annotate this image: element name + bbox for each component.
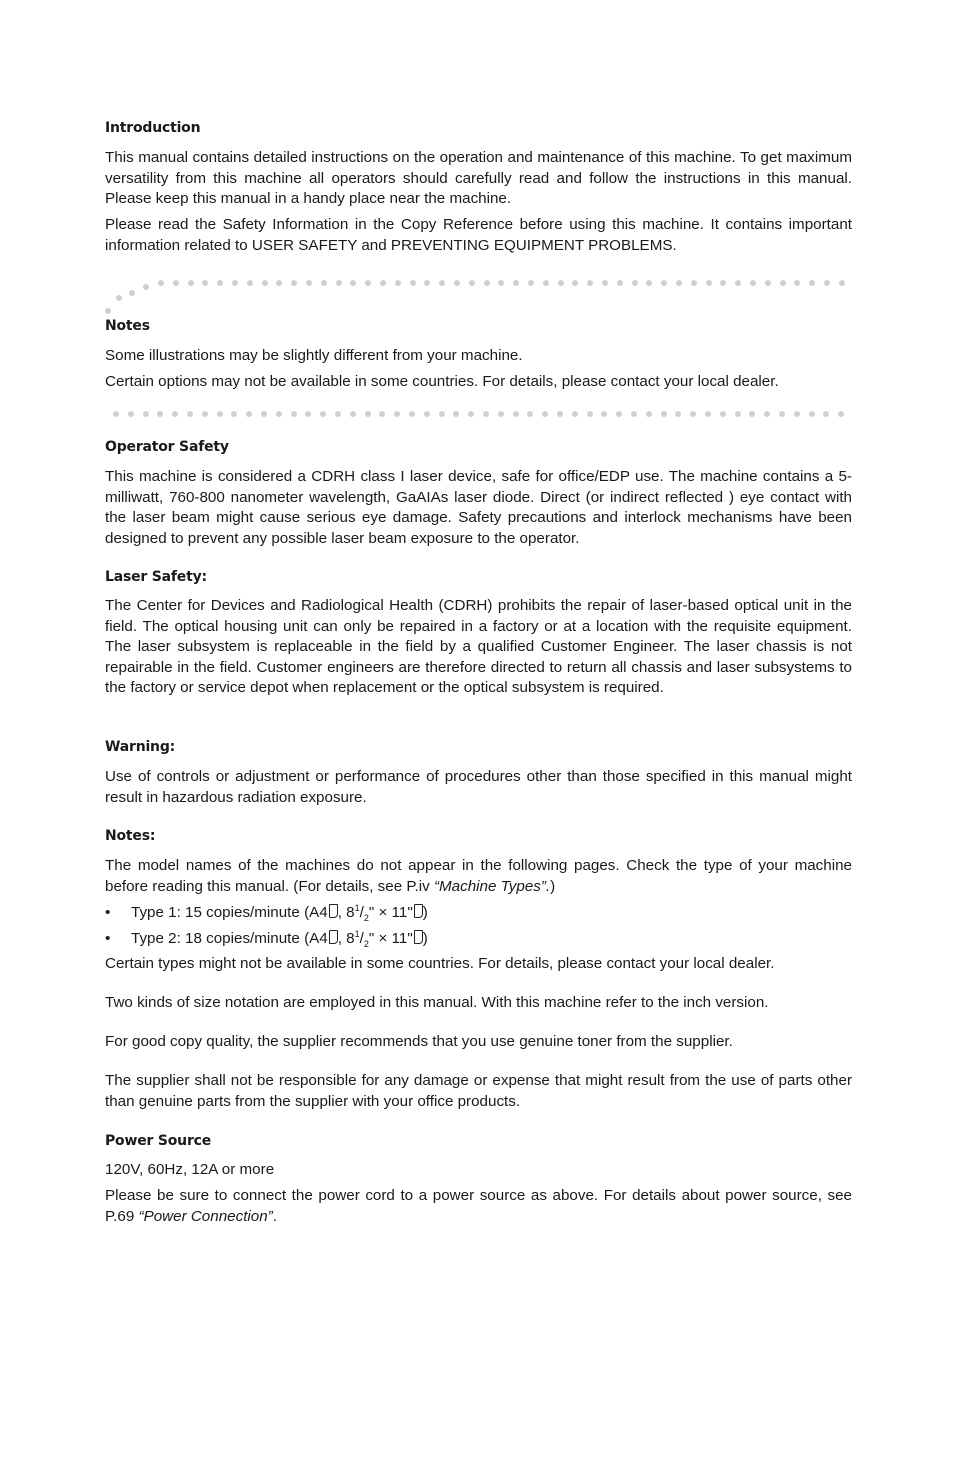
dot — [616, 411, 622, 417]
dot — [365, 411, 371, 417]
dot — [484, 280, 490, 286]
dot — [675, 411, 681, 417]
supplier-liability-paragraph: The supplier shall not be responsible for any damage or expense that might result from the use of parts other than genuine parts from the supplier with your office products. — [105, 1072, 852, 1110]
dot — [542, 411, 548, 417]
dot — [453, 411, 459, 417]
dot — [764, 411, 770, 417]
paper-orientation-icon — [414, 904, 423, 918]
introduction-heading: Introduction — [105, 120, 201, 136]
bullet-item-type-1: • Type 1: 15 copies/minute (A4 , $8^1/_2$" × 11" ) — [105, 902, 428, 924]
dot — [572, 280, 578, 286]
dot — [276, 280, 282, 286]
dot — [528, 280, 534, 286]
dot — [410, 280, 416, 286]
dot — [335, 411, 341, 417]
dot — [661, 411, 667, 417]
dot — [350, 411, 356, 417]
dot — [690, 411, 696, 417]
dot — [469, 280, 475, 286]
dot — [527, 411, 533, 417]
machine-types-reference: “Machine Types”. — [433, 877, 551, 895]
dot — [395, 280, 401, 286]
dot — [617, 280, 623, 286]
dot — [158, 280, 164, 286]
dot — [188, 280, 194, 286]
paper-orientation-icon — [329, 930, 338, 944]
notes-dotted-border — [105, 280, 852, 316]
dot — [558, 280, 564, 286]
notes-heading: Notes — [105, 318, 150, 334]
dot — [172, 411, 178, 417]
dot — [631, 411, 637, 417]
dot — [365, 280, 371, 286]
dot — [128, 411, 134, 417]
bullet-item-type-2: • Type 2: 18 copies/minute (A4 , $8^1/_2$" × 11" ) — [105, 928, 428, 950]
notes-paragraph-2: Certain options may not be available in some countries. For details, please contact your local dealer. — [105, 373, 779, 390]
dot — [705, 411, 711, 417]
dot — [336, 280, 342, 286]
dot — [454, 280, 460, 286]
dot — [557, 411, 563, 417]
dot — [706, 280, 712, 286]
dot — [838, 411, 844, 417]
dot — [129, 290, 135, 296]
dot — [601, 411, 607, 417]
dot — [380, 280, 386, 286]
dot — [379, 411, 385, 417]
dot — [320, 411, 326, 417]
dot — [809, 280, 815, 286]
dot — [749, 411, 755, 417]
bullet-point: • — [105, 904, 111, 921]
dot — [113, 411, 119, 417]
dot — [691, 280, 697, 286]
dot — [632, 280, 638, 286]
warning-heading: Warning: — [105, 739, 176, 755]
dot — [232, 280, 238, 286]
paper-orientation-icon — [414, 930, 423, 944]
dot — [116, 295, 122, 301]
dot — [261, 411, 267, 417]
laser-safety-paragraph: The Center for Devices and Radiological Health (CDRH) prohibits the repair of laser-based optical unit in the field. The optical housing unit can only be repaired in a factory or at a location with the requisite equipment. The laser subsystem is replaceable in the field by a qualified Customer Engineer. The laser chassis is not repairable in the field. Customer engineers are therefore directed to return all chassis and laser subsystems to the factory or service depot when replacement or the optical subsystem is required. — [105, 597, 852, 697]
introduction-paragraph-2: Please read the Safety Information in the Copy Reference before using this machine. It contains important information related to USER SAFETY and PREVENTING EQUIPMENT PROBLEMS. — [105, 216, 852, 254]
dot — [217, 280, 223, 286]
dot — [572, 411, 578, 417]
dot — [780, 280, 786, 286]
dot — [513, 280, 519, 286]
dot — [246, 411, 252, 417]
dot — [750, 280, 756, 286]
notes-dotted-divider — [105, 411, 852, 419]
notes-paragraph-1: Some illustrations may be slightly different from your machine. — [105, 347, 523, 364]
dot — [143, 284, 149, 290]
operator-safety-heading: Operator Safety — [105, 439, 229, 455]
dot — [587, 411, 593, 417]
dot — [779, 411, 785, 417]
dot — [424, 280, 430, 286]
dot — [468, 411, 474, 417]
dot — [498, 411, 504, 417]
dot — [646, 280, 652, 286]
power-connection-reference: “Power Connection” — [138, 1207, 273, 1225]
dot — [321, 280, 327, 286]
dot — [202, 280, 208, 286]
power-spec: 120V, 60Hz, 12A or more — [105, 1161, 275, 1178]
dot — [157, 411, 163, 417]
toner-paragraph: For good copy quality, the supplier recommends that you use genuine toner from the supplier. — [105, 1033, 733, 1050]
dot — [794, 280, 800, 286]
dot — [173, 280, 179, 286]
introduction-paragraph-1: This manual contains detailed instructions on the operation and maintenance of this machine. To get maximum versatility from this machine all operators should carefully read and follow the instructions in this manual. Please keep this manual in a handy place near the machine. — [105, 149, 852, 208]
dot — [291, 411, 297, 417]
bullet-point: • — [105, 930, 111, 947]
dot — [409, 411, 415, 417]
notes-secondary-heading: Notes: — [105, 828, 156, 844]
dot — [276, 411, 282, 417]
dot — [824, 280, 830, 286]
dot — [105, 308, 111, 314]
power-connection-paragraph: Please be sure to connect the power cord to a power source as above. For details about power source, see P.69 “Power Connection”. — [105, 1187, 852, 1225]
dot — [291, 280, 297, 286]
dot — [823, 411, 829, 417]
dot — [439, 411, 445, 417]
dot — [424, 411, 430, 417]
dot — [513, 411, 519, 417]
dot — [809, 411, 815, 417]
dot — [765, 280, 771, 286]
dot — [676, 280, 682, 286]
dot — [231, 411, 237, 417]
dot — [187, 411, 193, 417]
dot — [839, 280, 845, 286]
availability-paragraph: Certain types might not be available in some countries. For details, please contact your local dealer. — [105, 955, 775, 972]
dot — [498, 280, 504, 286]
dot — [262, 280, 268, 286]
dot — [735, 411, 741, 417]
dot — [646, 411, 652, 417]
dot — [602, 280, 608, 286]
dot — [720, 411, 726, 417]
dot — [794, 411, 800, 417]
dot — [483, 411, 489, 417]
dot — [735, 280, 741, 286]
dot — [543, 280, 549, 286]
dot — [247, 280, 253, 286]
dot — [661, 280, 667, 286]
dot — [305, 411, 311, 417]
paper-orientation-icon — [329, 904, 338, 918]
dot — [202, 411, 208, 417]
dot — [587, 280, 593, 286]
dot — [720, 280, 726, 286]
warning-paragraph: Use of controls or adjustment or performance of procedures other than those specified in this manual might result in hazardous radiation exposure. — [105, 768, 852, 806]
dot — [394, 411, 400, 417]
dot — [350, 280, 356, 286]
dot — [143, 411, 149, 417]
operator-safety-paragraph: This machine is considered a CDRH class I laser device, safe for office/EDP use. The machine contains a 5-milliwatt, 760-800 nanometer wavelength, GaAIAs laser diode. Direct (or indirect reflected ) eye contact with the laser beam might cause serious eye damage. Safety precautions and interlock mechanisms have been designed to prevent any possible laser beam exposure to the operator. — [105, 468, 852, 547]
laser-safety-heading: Laser Safety: — [105, 569, 207, 585]
power-source-heading: Power Source — [105, 1133, 212, 1149]
dot — [217, 411, 223, 417]
dot — [439, 280, 445, 286]
dot — [306, 280, 312, 286]
model-names-paragraph: The model names of the machines do not appear in the following pages. Check the type of your machine before reading this manual. (For details, see P.iv “Machine Types”.) — [105, 857, 852, 895]
size-notation-paragraph: Two kinds of size notation are employed in this manual. With this machine refer to the inch version. — [105, 994, 769, 1011]
